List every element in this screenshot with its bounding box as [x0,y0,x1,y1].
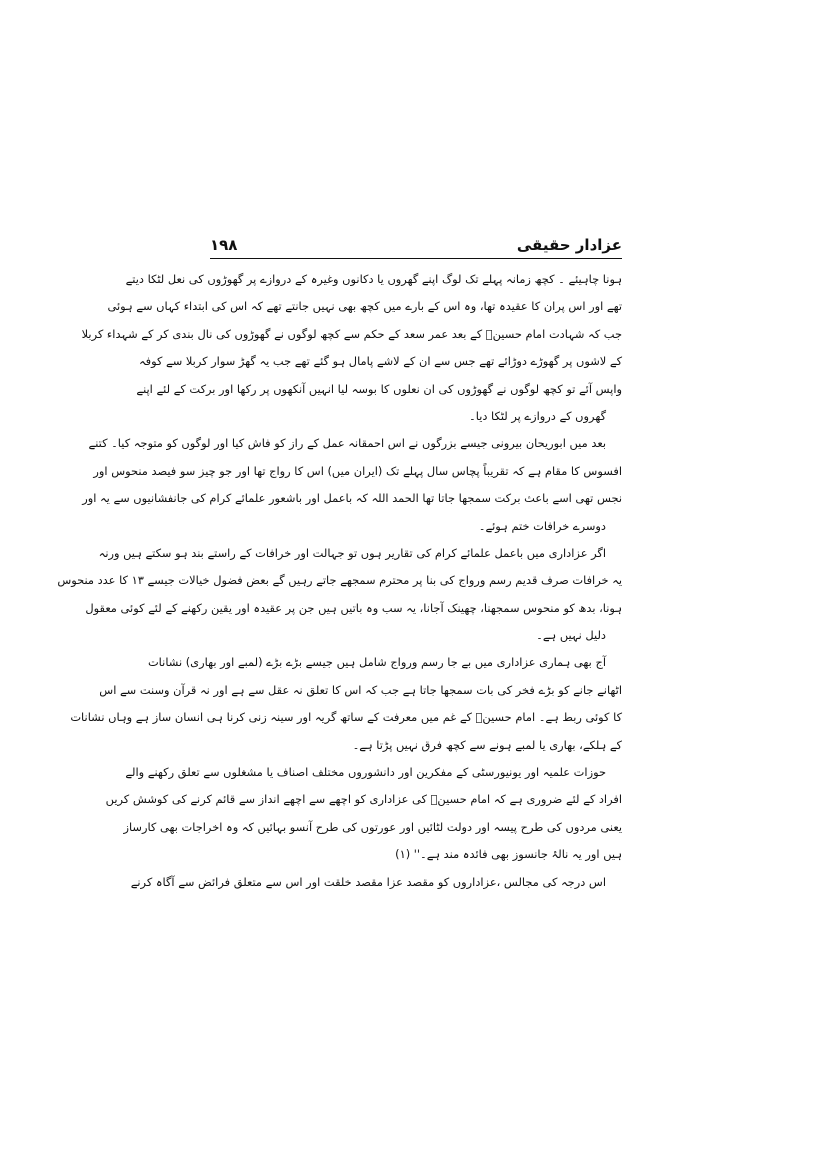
text-line: یہ خرافات صرف قدیم رسم ورواج کی بنا پر محترم سمجھے جاتے رہیں گے بعض فضول خیالات جیسے ۱۳ کا عدد منحوس [57,573,622,588]
text-line: افسوس کا مقام ہے کہ تقریباً پچاس سال پہلے تک (ایران میں) اس کا رواج تھا اور جو چیز سو فیصد منحوس اور [93,463,622,478]
header-divider [210,258,622,259]
text-line: ہونا چاہیئے ۔ کچھ زمانہ پہلے تک لوگ اپنے گھروں یا دکانوں وغیرہ کے دروازے پر گھوڑوں کی نعل لٹکا دیتے [125,272,622,286]
text-line: کے ہلکے، بھاری یا لمبے ہونے سے کچھ فرق نہیں پڑتا ہے۔ [352,737,622,752]
text-line: کا کوئی ربط ہے۔ امام حسینؑ کے غم میں معرفت کے ساتھ گریہ اور سینہ زنی کرنا ہی انسان ساز ہے وہاں نشانات [70,710,622,725]
text-line: تھے اور اس پران کا عقیدہ تھا، وہ اس کے بارے میں کچھ بھی نہیں جانتے تھے کہ اس کی ابتداء کہاں سے ہوئی [107,299,622,314]
page-header [210,233,622,257]
text-line: آج بھی ہماری عزاداری میں بے جا رسم ورواج شامل ہیں جیسے بڑے بڑے (لمبے اور بھاری) نشانات [147,655,606,670]
text-line: ہونا، بدھ کو منحوس سمجھنا، چھینک آجانا، یہ سب وہ باتیں ہیں جن پر عقیدہ اور یقین رکھنے کے لئے کوئی معقول [85,600,622,615]
text-line: حوزات علمیہ اور یونیورسٹی کے مفکرین اور دانشوروں مختلف اصناف یا مشغلوں سے تعلق رکھنے والے [125,765,606,780]
text-line: اس درجہ کی مجالس ،عزاداروں کو مقصد عزا مقصد خلقت اور اس سے متعلق فرائض سے آگاہ کرنے [130,874,606,889]
text-line: ہیں اور یہ نالۂ جانسوز بھی فائدہ مند ہے۔'' (۱) [395,847,622,862]
text-line: واپس آئے تو کچھ لوگوں نے گھوڑوں کی ان نعلوں کا بوسہ لیا انہیں آنکھوں پر رکھا اور برکت کے لئے اپنے [136,381,622,396]
text-line: گھروں کے دروازے پر لٹکا دیا۔ [469,408,606,423]
text-line: اٹھانے جانے کو بڑے فخر کی بات سمجھا جاتا ہے جب کہ اس کا تعلق نہ عقل سے ہے اور نہ قرآن وسنت سے اس [99,682,622,697]
text-line: کے لاشوں پر گھوڑے دوڑائے تھے جس سے ان کے لاشے پامال ہو گئے تھے جب یہ گھڑ سوار کربلا سے کوفہ [138,354,622,369]
text-line: اگر عزاداری میں باعمل علمائے کرام کی تقاریر ہوں تو جہالت اور خرافات کے راستے بند ہو سکتے ہیں ورنہ [98,545,606,560]
text-line: افراد کے لئے ضروری ہے کہ امام حسینؑ کی عزاداری کو اچھے سے اچھے انداز سے قائم کرنے کی کوشش کریں [105,792,622,807]
text-line: یعنی مردوں کی طرح پیسہ اور دولت لٹائیں اور عورتوں کی طرح آنسو بہائیں کہ وہ اخراجات بھی کارساز [123,819,622,834]
page-number: ۱۹۸ [210,236,238,254]
text-line: دلیل نہیں ہے۔ [536,628,606,643]
text-line: دوسرے خرافات ختم ہوئے۔ [478,518,606,533]
text-line: جب کہ شہادت امام حسینؑ کے بعد عمر سعد کے حکم سے کچھ لوگوں نے گھوڑوں کی نال بندی کر کے شہداء کربلا [81,326,622,341]
text-line: بعد میں ابوریحان بیرونی جیسے بزرگوں نے اس احمقانہ عمل کے راز کو فاش کیا اور لوگوں کو متوجہ کیا۔ کتنے [88,436,606,451]
text-line: نجس تھی اسے باعث برکت سمجھا جاتا تھا الحمد اللہ کہ باعمل اور باشعور علمائے کرام کی جانفشانیوں سے یہ اور [82,491,622,506]
body-text [57,266,622,1008]
running-title: عزادار حقیقی [516,236,622,254]
